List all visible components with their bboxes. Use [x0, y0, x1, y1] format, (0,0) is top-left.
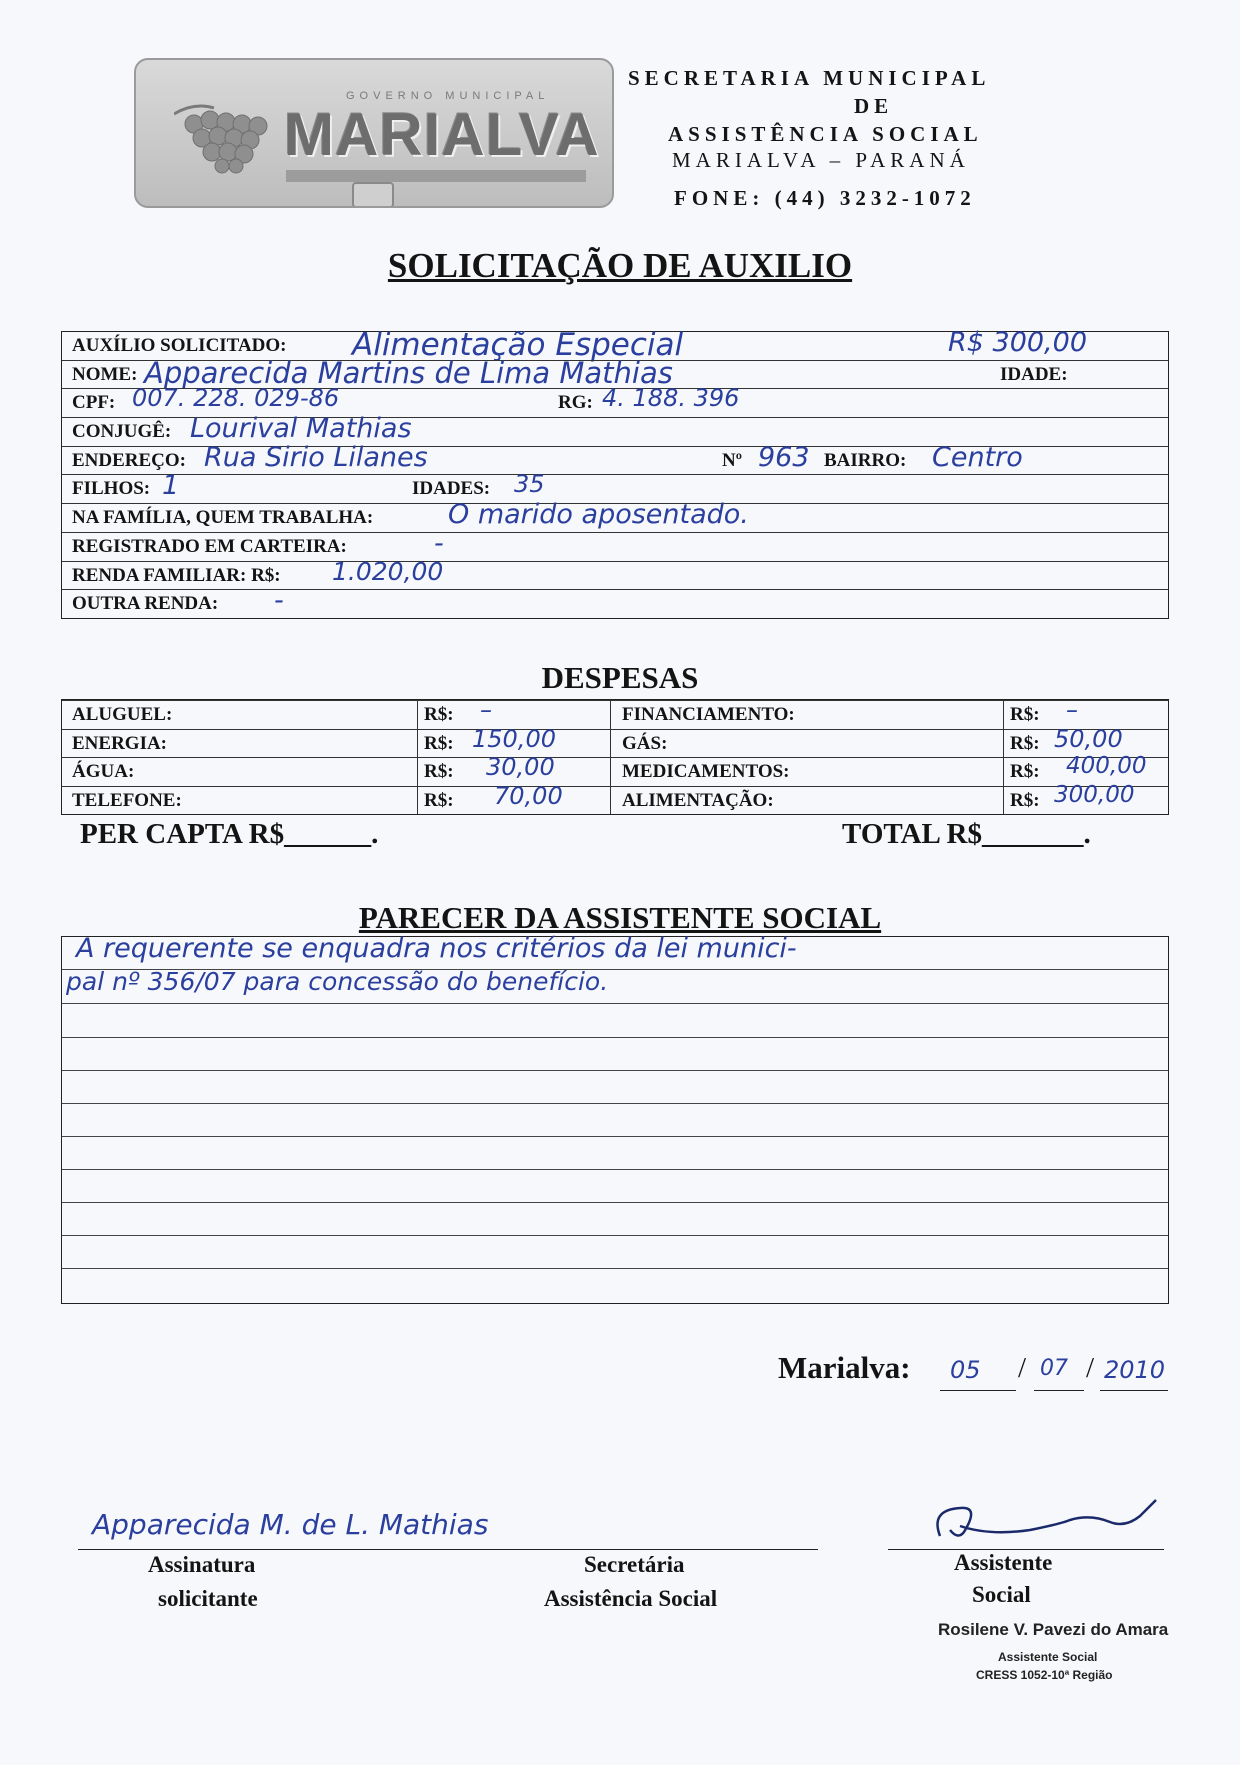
despesa-right-value[interactable]: 300,00	[1054, 781, 1135, 808]
crest-icon	[352, 182, 394, 208]
bairro-label: BAIRRO:	[824, 449, 907, 471]
conjuge-value[interactable]: Lourival Mathias	[190, 413, 412, 445]
carteira-label: REGISTRADO EM CARTEIRA:	[72, 535, 347, 557]
parecer-line	[62, 1037, 1168, 1038]
parecer-box	[61, 933, 1169, 1304]
idades-label: IDADES:	[412, 478, 491, 500]
despesa-left-label: ENERGIA:	[72, 732, 168, 754]
parecer-line	[62, 1003, 1168, 1004]
per-capta-field[interactable]: PER CAPTA R$______.	[80, 818, 379, 850]
header-de: DE	[854, 94, 894, 118]
despesas-table	[61, 696, 1169, 815]
stamp-role: Assistente Social	[998, 1650, 1098, 1664]
endereco-row	[62, 441, 1168, 475]
renda-row	[62, 556, 1168, 590]
despesa-right-label: FINANCIAMENTO:	[622, 704, 795, 725]
trabalha-value[interactable]: O marido aposentado.	[448, 499, 749, 531]
filhos-label: FILHOS:	[72, 478, 151, 500]
currency-label: R$:	[1010, 732, 1040, 754]
despesa-left-value[interactable]: –	[480, 696, 492, 724]
cpf-label: CPF:	[72, 392, 116, 414]
header-phone: FONE: (44) 3232-1072	[674, 186, 976, 210]
rg-label: RG:	[558, 392, 593, 414]
date-year[interactable]: 2010	[1104, 1356, 1166, 1384]
page-title: SOLICITAÇÃO DE AUXILIO	[387, 246, 853, 285]
header-secretaria: SECRETARIA MUNICIPAL	[628, 66, 991, 90]
trabalha-row	[62, 499, 1168, 532]
conjuge-label: CONJUGÊ:	[72, 421, 172, 443]
despesa-right-label: ALIMENTAÇÃO:	[622, 789, 774, 811]
parecer-text-line-2[interactable]: pal nº 356/07 para concessão do benefício.	[66, 967, 609, 996]
date-year-line	[1100, 1390, 1168, 1391]
date-month-line	[1034, 1390, 1084, 1391]
parecer-text-line-1[interactable]: A requerente se enquadra nos critérios da lei munici-	[76, 933, 797, 964]
idades-value[interactable]: 35	[514, 470, 545, 499]
auxilio-value[interactable]: Alimentação Especial	[352, 327, 684, 363]
trabalha-label: NA FAMÍLIA, QUEM TRABALHA:	[72, 507, 374, 529]
applicant-info-table	[61, 327, 1169, 619]
despesa-row	[62, 696, 1168, 729]
grapes-icon	[174, 94, 294, 174]
despesa-left-value[interactable]: 70,00	[494, 781, 563, 810]
date-day[interactable]: 05	[950, 1356, 981, 1384]
despesa-right-label: GÁS:	[622, 732, 668, 754]
filhos-value[interactable]: 1	[162, 470, 180, 502]
secretary-label-1: Secretária	[584, 1552, 685, 1577]
carteira-row	[62, 527, 1168, 561]
logo-government-text: GOVERNO MUNICIPAL	[346, 90, 550, 102]
social-worker-signature-icon	[920, 1496, 1170, 1552]
applicant-signature-line	[78, 1549, 818, 1550]
despesa-left-value[interactable]: 150,00	[472, 724, 556, 753]
outra-renda-label: OUTRA RENDA:	[72, 593, 219, 615]
currency-label: R$:	[424, 789, 454, 811]
despesa-left-label: ÁGUA:	[72, 761, 135, 782]
rg-value[interactable]: 4. 188. 396	[602, 384, 740, 413]
despesas-title: DESPESAS	[541, 660, 699, 695]
currency-label: R$:	[424, 732, 454, 754]
numero-value[interactable]: 963	[758, 441, 810, 473]
despesa-row	[62, 753, 1168, 786]
despesa-right-value[interactable]: 50,00	[1054, 724, 1123, 753]
parecer-line	[62, 1268, 1168, 1269]
date-day-line	[940, 1390, 1016, 1391]
carteira-value[interactable]: -	[434, 527, 444, 559]
despesa-right-value[interactable]: 400,00	[1066, 753, 1147, 779]
parecer-line	[62, 1202, 1168, 1203]
parecer-line	[62, 1070, 1168, 1071]
auxilio-label: AUXÍLIO SOLICITADO:	[72, 335, 287, 356]
secretary-label-2: Assistência Social	[544, 1586, 718, 1611]
endereco-value[interactable]: Rua Sirio Lilanes	[204, 441, 428, 473]
logo-band	[286, 170, 586, 182]
currency-label: R$:	[1010, 761, 1040, 782]
date-separator: /	[1018, 1352, 1027, 1384]
parecer-line	[62, 1136, 1168, 1137]
logo-name: MARIALVA	[284, 101, 600, 168]
despesa-row	[62, 781, 1168, 815]
nome-value[interactable]: Apparecida Martins de Lima Mathias	[144, 355, 673, 390]
cpf-value[interactable]: 007. 228. 029-86	[132, 384, 340, 413]
currency-label: R$:	[1010, 789, 1040, 811]
header-city: MARIALVA – PARANÁ	[672, 148, 970, 172]
date-label: Marialva:	[778, 1350, 911, 1385]
parecer-line	[62, 1235, 1168, 1236]
renda-label: RENDA FAMILIAR: R$:	[72, 564, 281, 586]
despesa-left-label: ALUGUEL:	[72, 704, 173, 725]
currency-label: R$:	[1010, 704, 1040, 725]
total-field[interactable]: TOTAL R$_______.	[842, 818, 1091, 850]
currency-label: R$:	[424, 704, 454, 725]
parecer-line	[62, 1103, 1168, 1104]
idade-label: IDADE:	[1000, 363, 1068, 385]
stamp-cress: CRESS 1052-10ª Região	[976, 1668, 1113, 1682]
renda-value[interactable]: 1.020,00	[332, 556, 444, 586]
despesa-right-label: MEDICAMENTOS:	[622, 761, 790, 782]
currency-label: R$:	[424, 761, 454, 782]
numero-label: Nº	[722, 449, 742, 471]
social-worker-label-1: Assistente	[954, 1550, 1053, 1575]
social-worker-label-2: Social	[972, 1582, 1031, 1607]
despesa-row	[62, 724, 1168, 758]
date-month[interactable]: 07	[1040, 1356, 1068, 1381]
nome-label: NOME:	[72, 363, 138, 385]
applicant-signature[interactable]: Apparecida M. de L. Mathias	[92, 1508, 489, 1541]
despesa-right-value[interactable]: –	[1066, 696, 1078, 724]
endereco-label: ENDEREÇO:	[72, 449, 187, 471]
applicant-label-2: solicitante	[158, 1586, 258, 1611]
despesa-left-label: TELEFONE:	[72, 789, 182, 811]
header-assistencia: ASSISTÊNCIA SOCIAL	[668, 122, 983, 146]
date-separator: /	[1086, 1352, 1095, 1384]
stamp-name: Rosilene V. Pavezi do Amara	[938, 1620, 1169, 1639]
parecer-title: PARECER DA ASSISTENTE SOCIAL	[358, 900, 882, 935]
marialva-logo	[134, 58, 614, 208]
despesa-left-value[interactable]: 30,00	[486, 753, 555, 781]
parecer-line	[62, 1169, 1168, 1170]
outra-renda-row	[62, 585, 1168, 618]
auxilio-amount[interactable]: R$ 300,00	[948, 327, 1087, 358]
applicant-label-1: Assinatura	[148, 1552, 256, 1577]
outra-renda-value[interactable]: -	[274, 585, 284, 617]
bairro-value[interactable]: Centro	[932, 441, 1023, 473]
